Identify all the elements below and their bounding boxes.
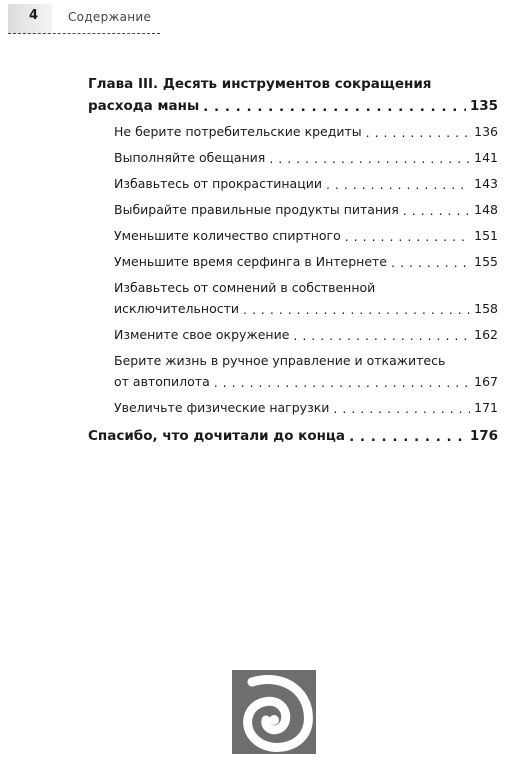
dot-leader: [391, 255, 470, 271]
toc-entry[interactable]: [114, 301, 498, 317]
dot-leader: [214, 375, 470, 391]
toc-entry-page: 171: [474, 400, 498, 415]
toc-entry[interactable]: [114, 176, 498, 192]
toc-entry[interactable]: [114, 124, 498, 140]
toc-entry-title: Выполняйте обещания: [114, 150, 266, 165]
chapter-title-line2: расхода маны: [88, 98, 200, 114]
dot-leader: [345, 229, 470, 245]
dot-leader: [203, 99, 466, 115]
dot-leader: [269, 151, 470, 167]
toc-entry-page: 167: [474, 374, 498, 389]
toc-entry[interactable]: [114, 150, 498, 166]
dot-leader: [243, 302, 470, 318]
toc-entry-title: Выбирайте правильные продукты питания: [114, 202, 399, 217]
running-head-title: Содержание: [68, 10, 152, 24]
final-entry-page: 176: [469, 428, 498, 444]
toc-entry-title: Увеличьте физические нагрузки: [114, 400, 330, 415]
toc-entry-page: 143: [474, 176, 498, 191]
toc-entry-title: Измените свое окружение: [114, 327, 290, 342]
toc-entry-page: 141: [474, 150, 498, 165]
toc-entry-page: 162: [474, 327, 498, 342]
toc-entry-page: 136: [474, 124, 498, 139]
dot-leader: [403, 203, 470, 219]
header-dashed-rule: [8, 33, 160, 34]
toc-entry-title: Уменьшите время серфинга в Интернете: [114, 254, 387, 269]
dot-leader: [333, 401, 470, 417]
toc-entry[interactable]: [114, 228, 498, 244]
final-entry-title: Спасибо, что дочитали до конца: [88, 428, 346, 444]
toc-entry-title: исключительности: [114, 301, 239, 316]
toc-entry-title: от автопилота: [114, 374, 210, 389]
toc-chapter-entry[interactable]: [88, 98, 498, 114]
toc-entry-page: 158: [474, 301, 498, 316]
toc-entry[interactable]: [114, 400, 498, 416]
toc-entry[interactable]: [114, 254, 498, 270]
toc-entry-title: Избавьтесь от прокрастинации: [114, 176, 322, 191]
toc-entry-page: 151: [474, 228, 498, 243]
dot-leader: [366, 125, 470, 141]
toc-entry-title-line1: Берите жизнь в ручное управление и откажитесь: [114, 353, 446, 368]
dot-leader: [293, 328, 470, 344]
toc-entry-title: Не берите потребительские кредиты: [114, 124, 362, 139]
dot-leader: [326, 177, 470, 193]
chapter-page-number: 135: [469, 98, 498, 114]
toc-entry[interactable]: [114, 374, 498, 390]
toc-final-entry[interactable]: [88, 428, 498, 444]
chapter-title-line1: Глава III. Десять инструментов сокращения: [88, 76, 432, 92]
dot-leader: [349, 429, 466, 445]
page-header: [0, 0, 516, 36]
toc-entry-page: 148: [474, 202, 498, 217]
toc-entry-page: 155: [474, 254, 498, 269]
toc-entry-title: Уменьшите количество спиртного: [114, 228, 341, 243]
spiral-logo-icon: [232, 670, 316, 754]
toc-entry[interactable]: [114, 202, 498, 218]
toc-entry-title-line1: Избавьтесь от сомнений в собственной: [114, 280, 376, 295]
page-number: 4: [29, 8, 39, 23]
toc-entry[interactable]: [114, 327, 498, 343]
